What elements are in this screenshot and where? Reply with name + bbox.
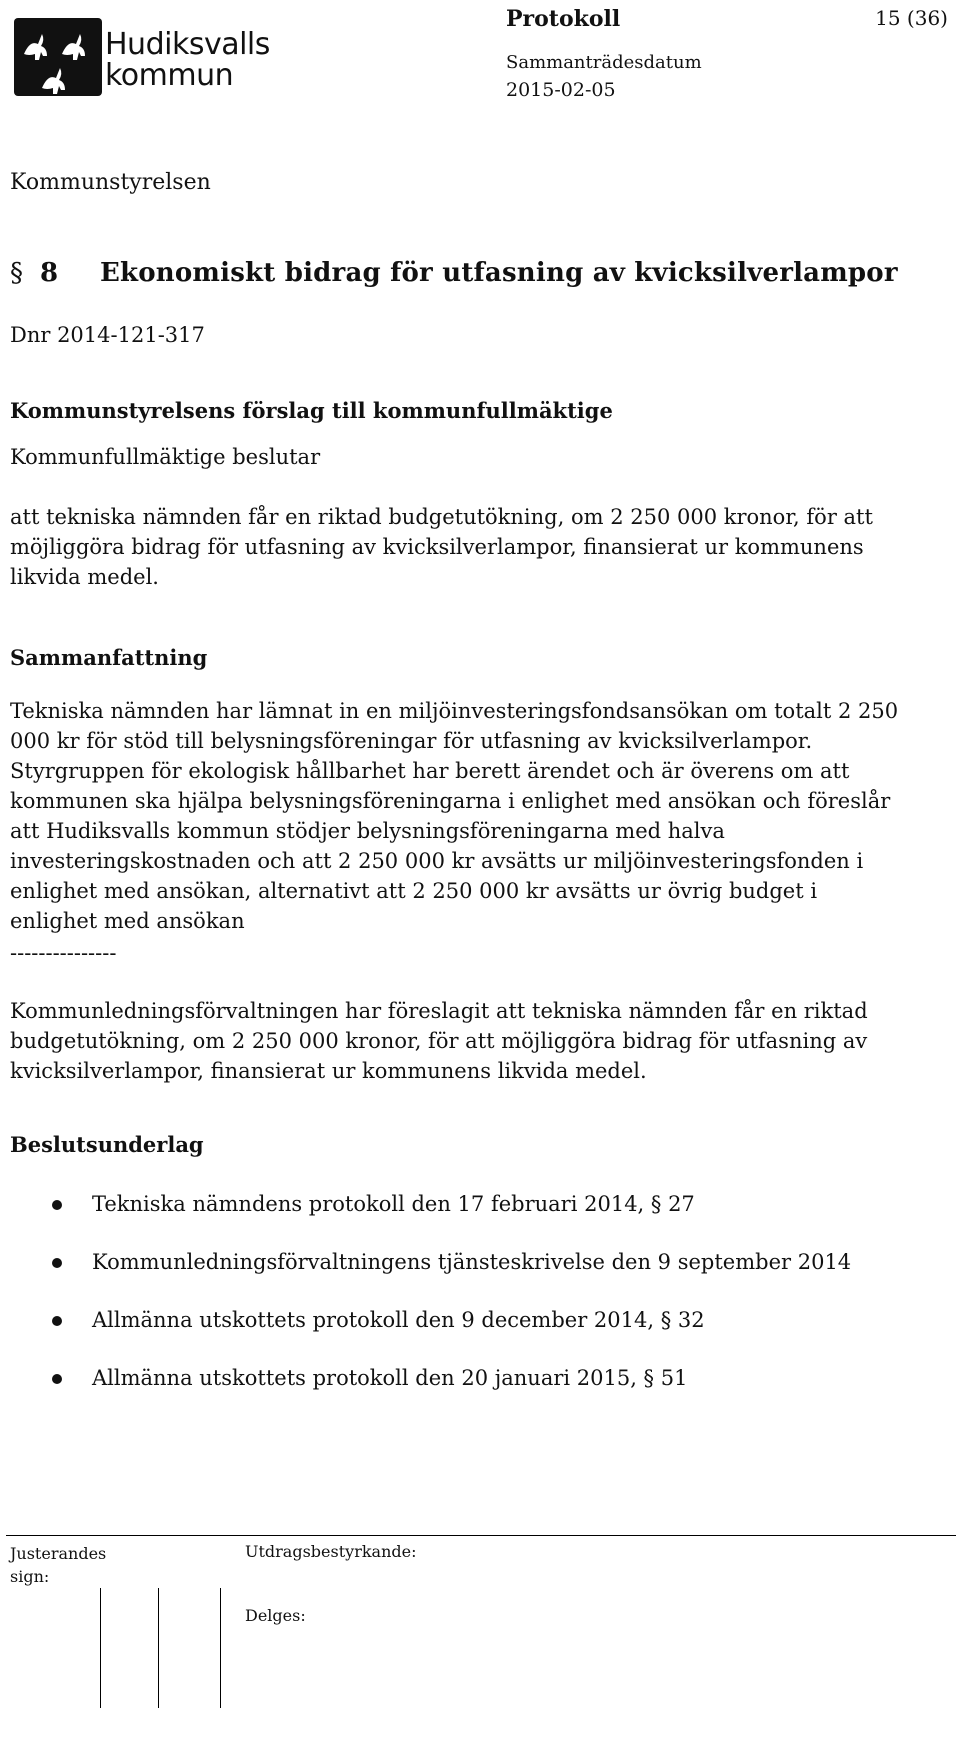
extract-certified-label: Utdragsbestyrkande: xyxy=(245,1542,417,1561)
distribution-label: Delges: xyxy=(245,1606,306,1625)
list-item-text: Kommunledningsförvaltningens tjänsteskrivelse den 9 september 2014 xyxy=(92,1250,852,1274)
summary-heading: Sammanfattning xyxy=(10,645,208,670)
logo-line2: kommun xyxy=(105,58,234,93)
summary-text: Tekniska nämnden har lämnat in en miljöinvesteringsfondsansökan om totalt 2 250 000 kr för stöd till belysningsföreningar för utfasning av kvicksilverlampor. Styrgruppen för ekologisk hållbarhet har berett ärendet och är överens om att kommunen ska hjälpa belysningsföreningarna i enlighet med ansökan och föreslår att Hudiksvalls kommun stödjer belysningsföreningarna med halva investeringskostnaden och att 2 250 000 kr avsätts ur miljöinvesteringsfonden i enlighet med ansökan, alternativt att 2 250 000 kr avsätts ur övrig budget i enlighet med ansökan xyxy=(10,699,899,933)
logo-wordmark xyxy=(105,29,270,91)
list-item-text: Allmänna utskottets protokoll den 9 december 2014, § 32 xyxy=(92,1308,705,1332)
bullet-icon xyxy=(52,1316,62,1326)
list-item xyxy=(52,1305,851,1363)
separator: --------------- xyxy=(10,941,117,965)
section-heading xyxy=(10,258,898,288)
page-number: 15 (36) xyxy=(875,6,948,30)
decides-line: Kommunfullmäktige beslutar xyxy=(10,445,321,469)
registration-number: Dnr 2014-121-317 xyxy=(10,323,205,347)
section-sign: § xyxy=(10,258,23,288)
decision-basis-heading: Beslutsunderlag xyxy=(10,1132,204,1157)
coat-of-arms-icon xyxy=(14,18,102,96)
footer-divider xyxy=(6,1535,956,1536)
list-item-text: Tekniska nämndens protokoll den 17 februari 2014, § 27 xyxy=(92,1192,695,1216)
meeting-date: 2015-02-05 xyxy=(506,79,616,101)
list-item-text: Allmänna utskottets protokoll den 20 januari 2015, § 51 xyxy=(92,1366,688,1390)
signature-box-divider xyxy=(100,1588,101,1708)
bullet-icon xyxy=(52,1258,62,1268)
bullet-icon xyxy=(52,1200,62,1210)
list-item xyxy=(52,1189,851,1247)
municipality-logo xyxy=(14,18,270,96)
board-name: Kommunstyrelsen xyxy=(10,170,211,195)
logo-line1: Hudiksvalls xyxy=(105,27,270,62)
decision-basis-list xyxy=(52,1189,851,1421)
bullet-icon xyxy=(52,1374,62,1384)
proposal-heading: Kommunstyrelsens förslag till kommunfullmäktige xyxy=(10,398,613,423)
section-number: 8 xyxy=(40,258,59,288)
meeting-date-label: Sammanträdesdatum xyxy=(506,52,702,73)
proposal-text: att tekniska nämnden får en riktad budgetutökning, om 2 250 000 kronor, för att möjliggöra bidrag för utfasning av kvicksilverlampor, finansierat ur kommunens likvida medel. xyxy=(10,505,873,589)
signers-label: Justerandes sign: xyxy=(10,1544,107,1586)
document-type: Protokoll xyxy=(506,6,621,32)
list-item xyxy=(52,1363,851,1421)
signature-box-divider xyxy=(220,1588,221,1708)
section-title: Ekonomiskt bidrag för utfasning av kvicksilverlampor xyxy=(100,258,898,288)
signature-box-divider xyxy=(158,1588,159,1708)
list-item xyxy=(52,1247,851,1305)
administration-text: Kommunledningsförvaltningen har föreslagit att tekniska nämnden får en riktad budgetutökning, om 2 250 000 kronor, för att möjliggöra bidrag för utfasning av kvicksilverlampor, finansierat ur kommunens likvida medel. xyxy=(10,999,868,1083)
